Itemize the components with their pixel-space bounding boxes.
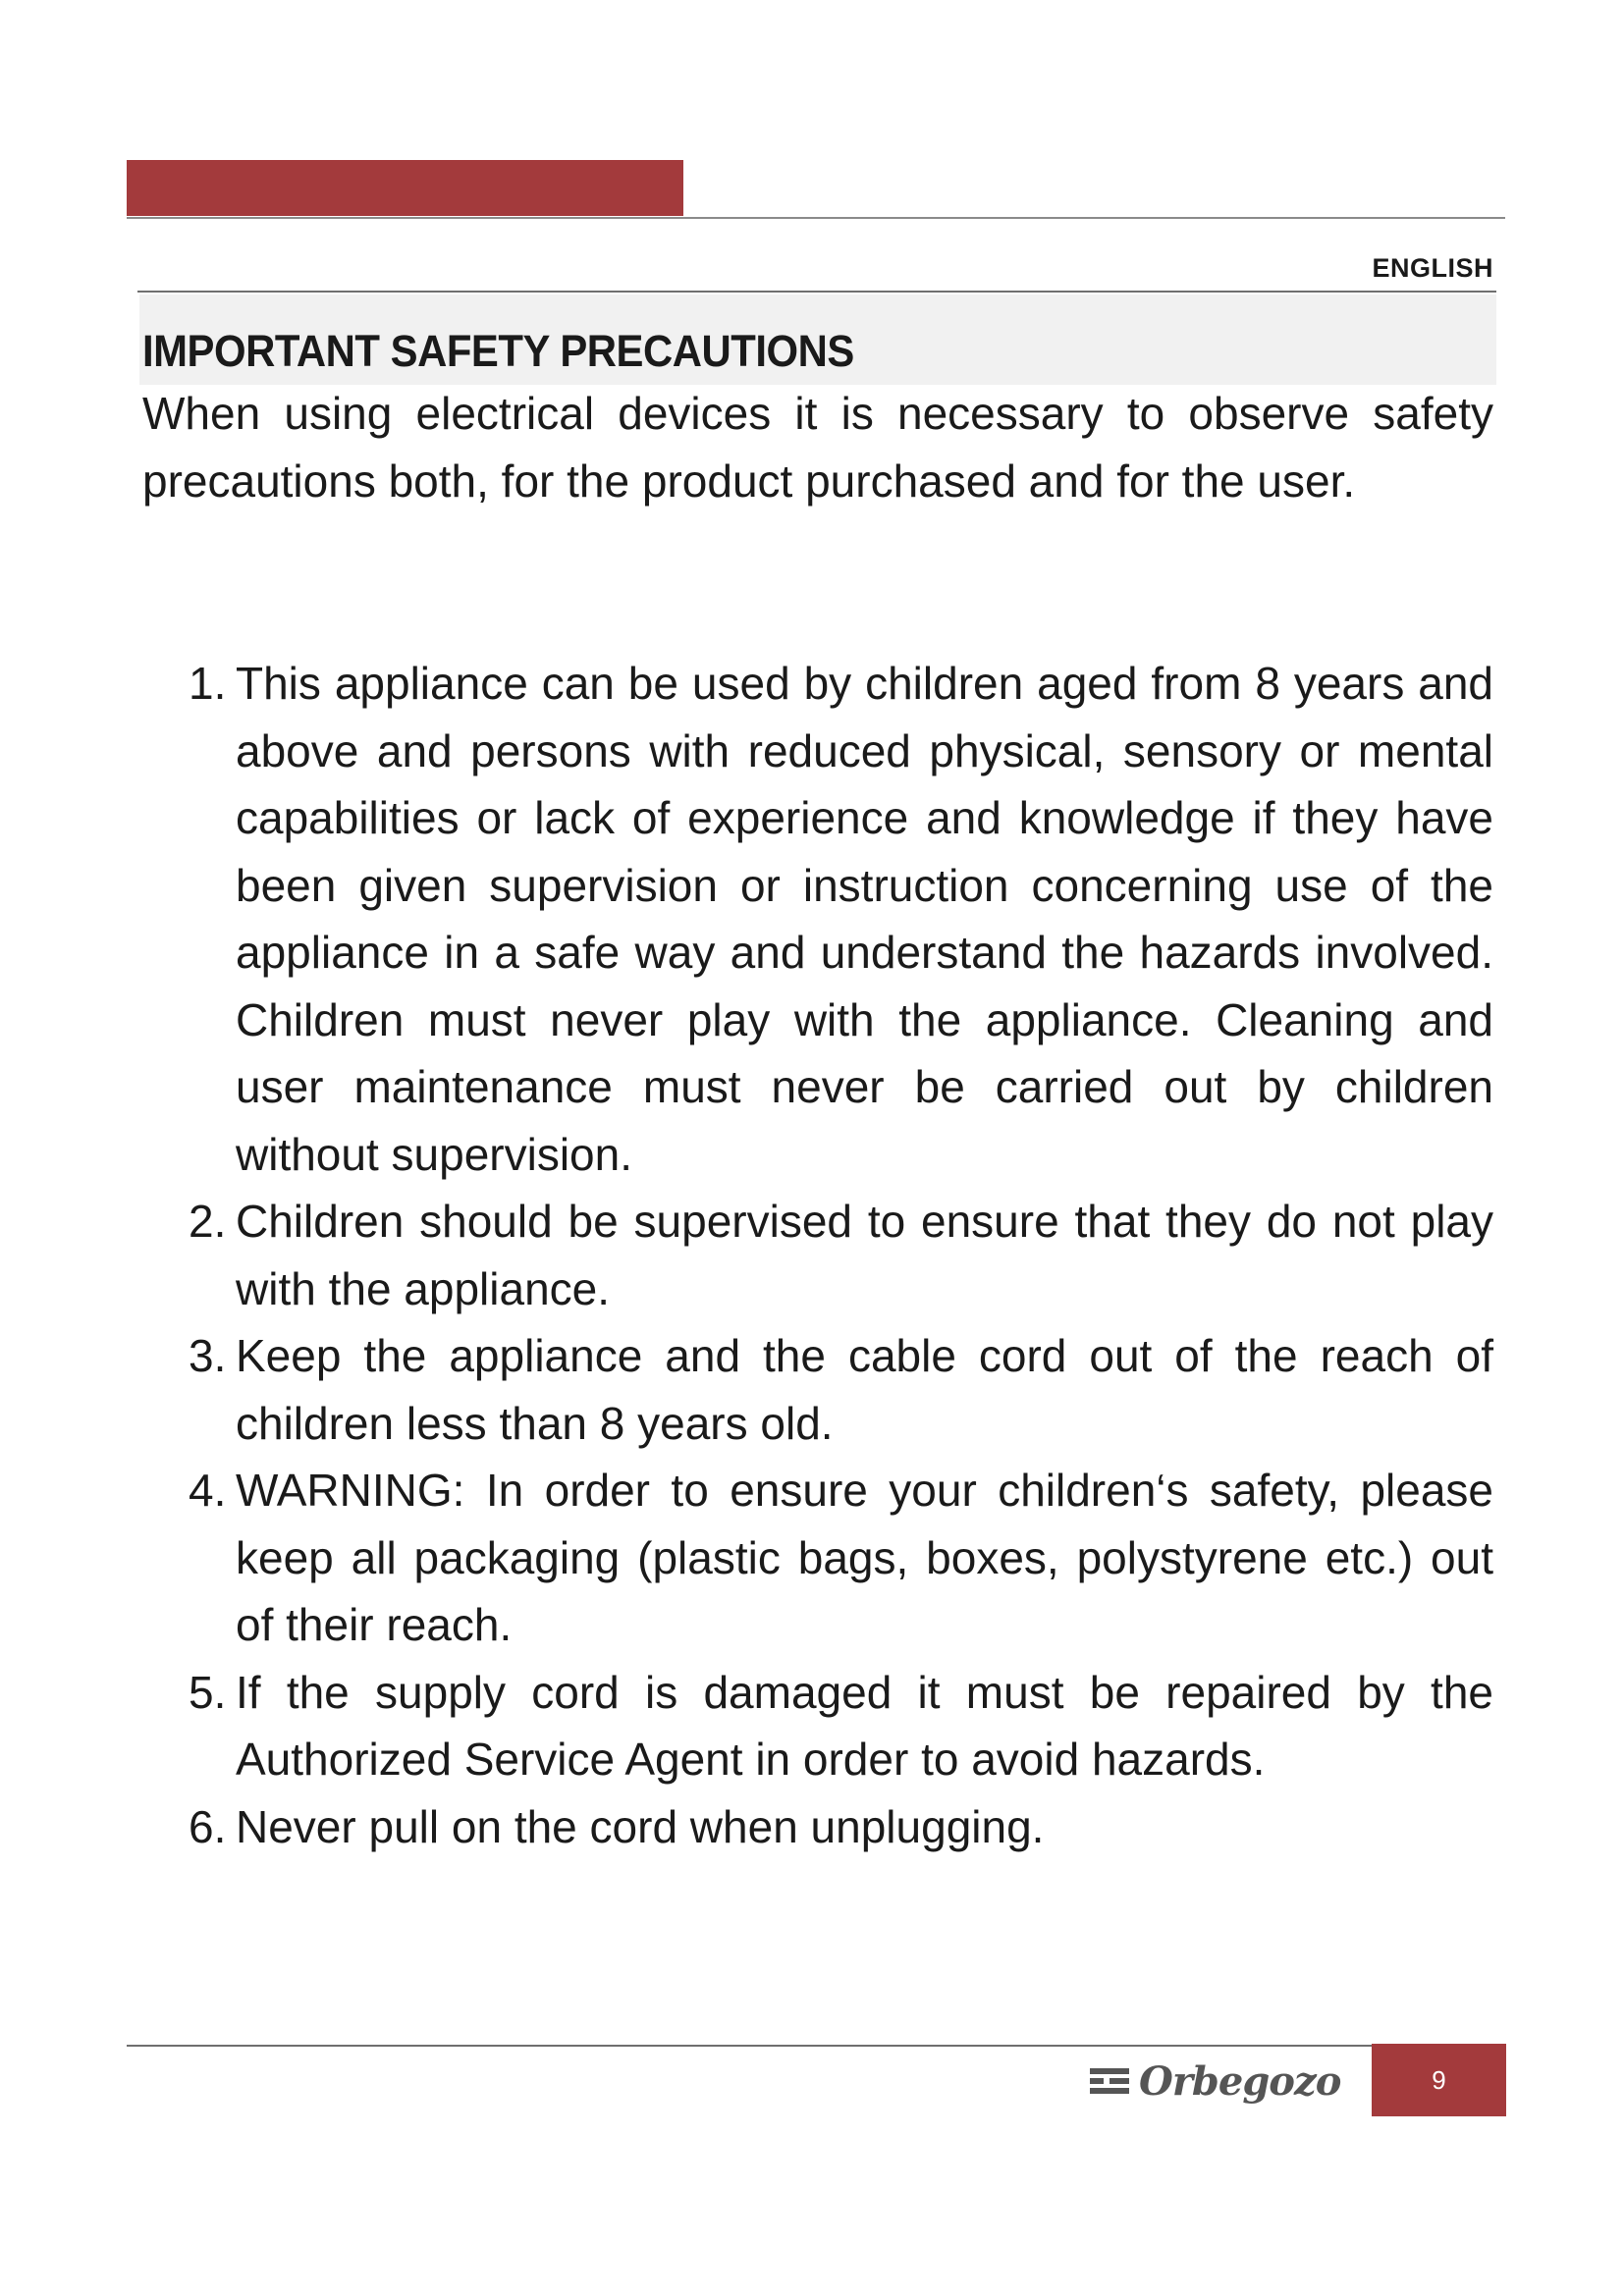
list-item-text: Children should be supervised to ensure that they do not play with the appliance. — [236, 1196, 1493, 1314]
list-item-text: Keep the appliance and the cable cord out of the reach of children less than 8 years old. — [236, 1330, 1493, 1449]
section-title: IMPORTANT SAFETY PRECAUTIONS — [142, 326, 854, 376]
list-item-text: This appliance can be used by children aged from 8 years and above and persons with reduced physical, sensory or mental capabilities or lack of experience and knowledge if they have been given supervision or instruction concerning use of the appliance in a safe way and understand the hazards involved. Children must never play with the appliance. Cleaning and user maintenance must never be carried out by children without supervision. — [236, 658, 1493, 1180]
intro-paragraph: When using electrical devices it is necessary to observe safety precautions both, for the product purchased and for the user. — [142, 388, 1493, 507]
model-numbers: PZ 8100 PZ 7775 N PZ 6636 N — [225, 230, 581, 257]
list-item-number: 1. — [189, 658, 227, 709]
list-item-text: WARNING: In order to ensure your children‘s safety, please keep all packaging (plastic bags, boxes, polystyrene etc.) out of their reach. — [236, 1465, 1493, 1650]
brand-logo — [1090, 2059, 1353, 2103]
list-item — [189, 1188, 1493, 1322]
list-item-text: Never pull on the cord when unplugging. — [236, 1800, 1045, 1852]
list-item-number: 6. — [189, 1800, 227, 1852]
list-item-text: If the supply cord is damaged it must be repaired by the Authorized Service Agent in order to avoid hazards. — [236, 1666, 1493, 1785]
language-divider — [137, 291, 1496, 293]
brand-name: Orbegozo — [1139, 2057, 1341, 2105]
page-number: 9 — [1432, 2065, 1446, 2095]
precautions-list — [189, 650, 1493, 1860]
language-label: ENGLISH — [1372, 253, 1493, 283]
list-item-number: 5. — [189, 1666, 227, 1718]
list-item — [189, 1793, 1493, 1861]
brand-mark-icon — [1090, 2068, 1129, 2094]
list-item-number: 3. — [189, 1330, 227, 1381]
list-item — [189, 1659, 1493, 1793]
list-item — [189, 1322, 1493, 1457]
model-numbers-band — [127, 160, 683, 257]
list-item — [189, 650, 1493, 1188]
page-number-box — [1372, 2044, 1506, 2116]
list-item-number: 2. — [189, 1196, 227, 1247]
list-item — [189, 1457, 1493, 1659]
footer-divider — [127, 2045, 1372, 2047]
list-item-number: 4. — [189, 1465, 227, 1516]
header-divider — [127, 217, 1505, 219]
